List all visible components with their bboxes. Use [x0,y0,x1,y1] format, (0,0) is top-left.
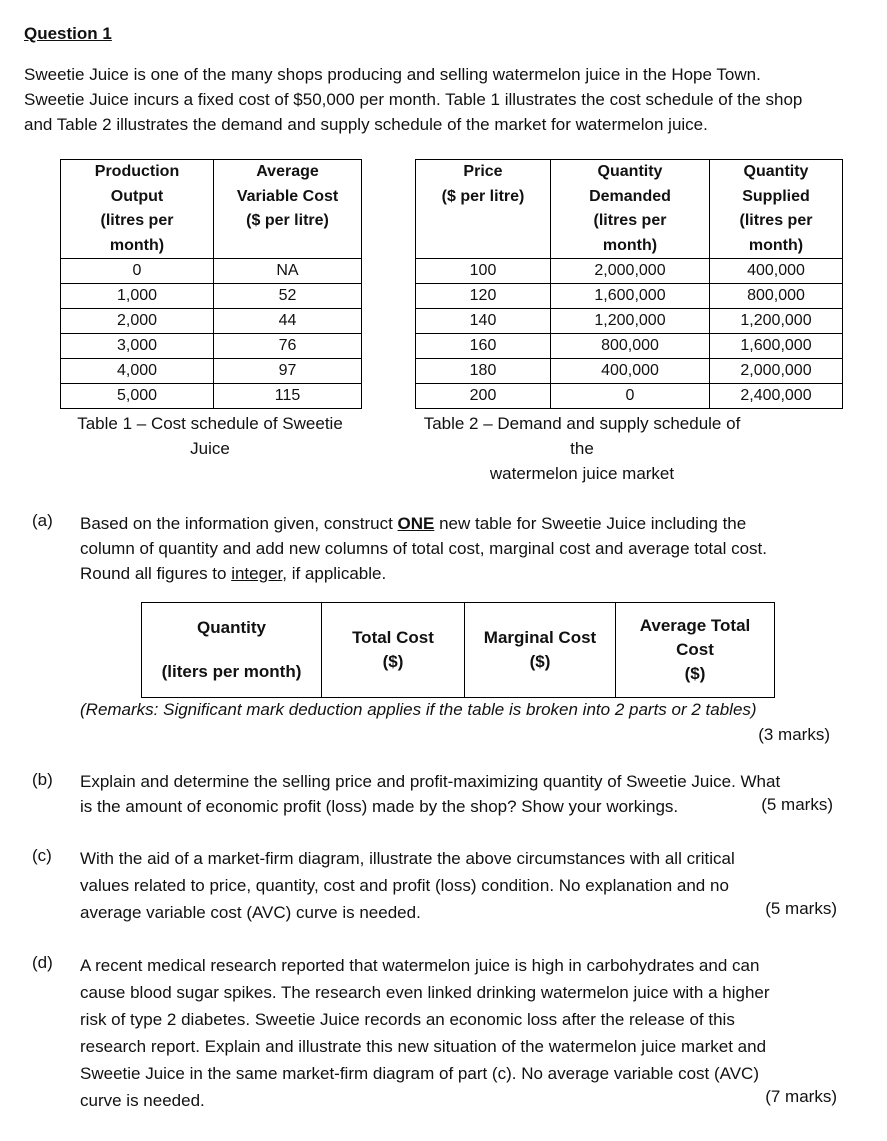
part-c-line: With the aid of a market-firm diagram, illustrate the above circumstances with all critical [80,849,735,868]
caption-line: watermelon juice market [489,464,675,483]
table-cell: 97 [214,359,362,384]
table-row [61,259,362,284]
table-row [416,309,843,334]
caption-line: Juice [190,439,230,458]
table-cell: 1,600,000 [551,284,710,309]
emphasis-integer: integer [231,564,283,583]
table1-caption [60,411,360,461]
part-b-label: (b) [32,770,53,789]
table-row [416,384,843,409]
table-row [61,309,362,334]
table-row [61,384,362,409]
table-cell: 5,000 [61,384,214,409]
table-row [416,359,843,384]
part-a-line: Based on the information given, construct ONE new table for Sweetie Juice including the [80,514,747,533]
column-header-average-total-cost: Average Total Cost ($) [616,603,775,698]
table-cell: 800,000 [710,284,843,309]
part-a-line: Round all figures to integer, if applicable. [80,564,387,583]
table-cell: 180 [416,359,551,384]
part-b-text [80,769,840,819]
table-cell: 800,000 [551,334,710,359]
column-header-quantity-supplied: Quantity Supplied (litres per month) [710,160,843,259]
column-header-total-cost: Total Cost ($) [322,603,465,698]
intro-line: and Table 2 illustrates the demand and supply schedule of the market for watermelon juice. [24,115,708,134]
column-header-price: Price ($ per litre) [416,160,551,259]
part-c-marks: (5 marks) [765,899,837,918]
emphasis-one: ONE [397,514,435,533]
table-cell: 52 [214,284,362,309]
table-header-row [142,603,775,698]
part-d-line: A recent medical research reported that watermelon juice is high in carbohydrates and can [80,956,760,975]
table-cell: 100 [416,259,551,284]
part-a-remarks: (Remarks: Significant mark deduction applies if the table is broken into 2 parts or 2 tables) [80,700,757,719]
table-cell: 1,600,000 [710,334,843,359]
part-c-line: average variable cost (AVC) curve is needed. [80,903,421,922]
table-cell: 1,200,000 [710,309,843,334]
column-header-production-output: Production Output (litres per month) [61,160,214,259]
table-cell: 4,000 [61,359,214,384]
table-cell: 76 [214,334,362,359]
table-row [416,259,843,284]
part-a-label: (a) [32,511,53,530]
column-header-avc: Average Variable Cost ($ per litre) [214,160,362,259]
table-cell: 120 [416,284,551,309]
table-cell: 400,000 [551,359,710,384]
table-cell: 400,000 [710,259,843,284]
cost-schedule-table [60,159,362,409]
part-a-line: column of quantity and add new columns of total cost, marginal cost and average total cost. [80,539,767,558]
table-cell: NA [214,259,362,284]
intro-line: Sweetie Juice is one of the many shops producing and selling watermelon juice in the Hope Town. [24,65,761,84]
caption-line: Table 1 – Cost schedule of Sweetie [77,414,343,433]
intro-line: Sweetie Juice incurs a fixed cost of $50,000 per month. Table 1 illustrates the cost schedule of the shop [24,90,803,109]
column-header-marginal-cost: Marginal Cost ($) [465,603,616,698]
table-row [416,284,843,309]
table-header-row [416,160,843,259]
table-cell: 3,000 [61,334,214,359]
part-a-marks: (3 marks) [758,725,830,744]
table-row [61,284,362,309]
part-d-line: cause blood sugar spikes. The research even linked drinking watermelon juice with a higher [80,983,770,1002]
part-b-line: Explain and determine the selling price and profit-maximizing quantity of Sweetie Juice. What [80,772,781,791]
part-d-label: (d) [32,953,53,972]
table-row [61,359,362,384]
table-cell: 2,000,000 [551,259,710,284]
table2-caption [412,411,752,486]
part-c-line: values related to price, quantity, cost and profit (loss) condition. No explanation and no [80,876,729,895]
part-d-line: Sweetie Juice in the same market-firm diagram of part (c). No average variable cost (AVC) [80,1064,759,1083]
column-header-quantity-demanded: Quantity Demanded (litres per month) [551,160,710,259]
part-d-line: curve is needed. [80,1091,205,1110]
table-cell: 0 [61,259,214,284]
part-c-text [80,845,840,926]
table-cell: 2,000,000 [710,359,843,384]
intro-paragraph [24,62,844,137]
table-row [61,334,362,359]
table-row [416,334,843,359]
answer-table-template [141,602,775,698]
part-a-text [80,511,840,586]
question-title: Question 1 [24,24,112,43]
part-d-marks: (7 marks) [765,1087,837,1106]
part-d-text [80,952,840,1114]
part-d-line: research report. Explain and illustrate this new situation of the watermelon juice market and [80,1037,767,1056]
part-b-line: is the amount of economic profit (loss) made by the shop? Show your workings. [80,797,679,816]
table-cell: 1,000 [61,284,214,309]
demand-supply-table [415,159,843,409]
table-header-row [61,160,362,259]
part-b-marks: (5 marks) [761,795,833,814]
table-cell: 2,000 [61,309,214,334]
table-cell: 1,200,000 [551,309,710,334]
table-cell: 2,400,000 [710,384,843,409]
table-cell: 160 [416,334,551,359]
column-header-quantity: Quantity (liters per month) [142,603,322,698]
part-d-line: risk of type 2 diabetes. Sweetie Juice records an economic loss after the release of this [80,1010,735,1029]
table-cell: 115 [214,384,362,409]
table-cell: 44 [214,309,362,334]
table-cell: 0 [551,384,710,409]
caption-line: Table 2 – Demand and supply schedule of the [423,414,741,458]
part-c-label: (c) [32,846,52,865]
table-cell: 200 [416,384,551,409]
table-cell: 140 [416,309,551,334]
